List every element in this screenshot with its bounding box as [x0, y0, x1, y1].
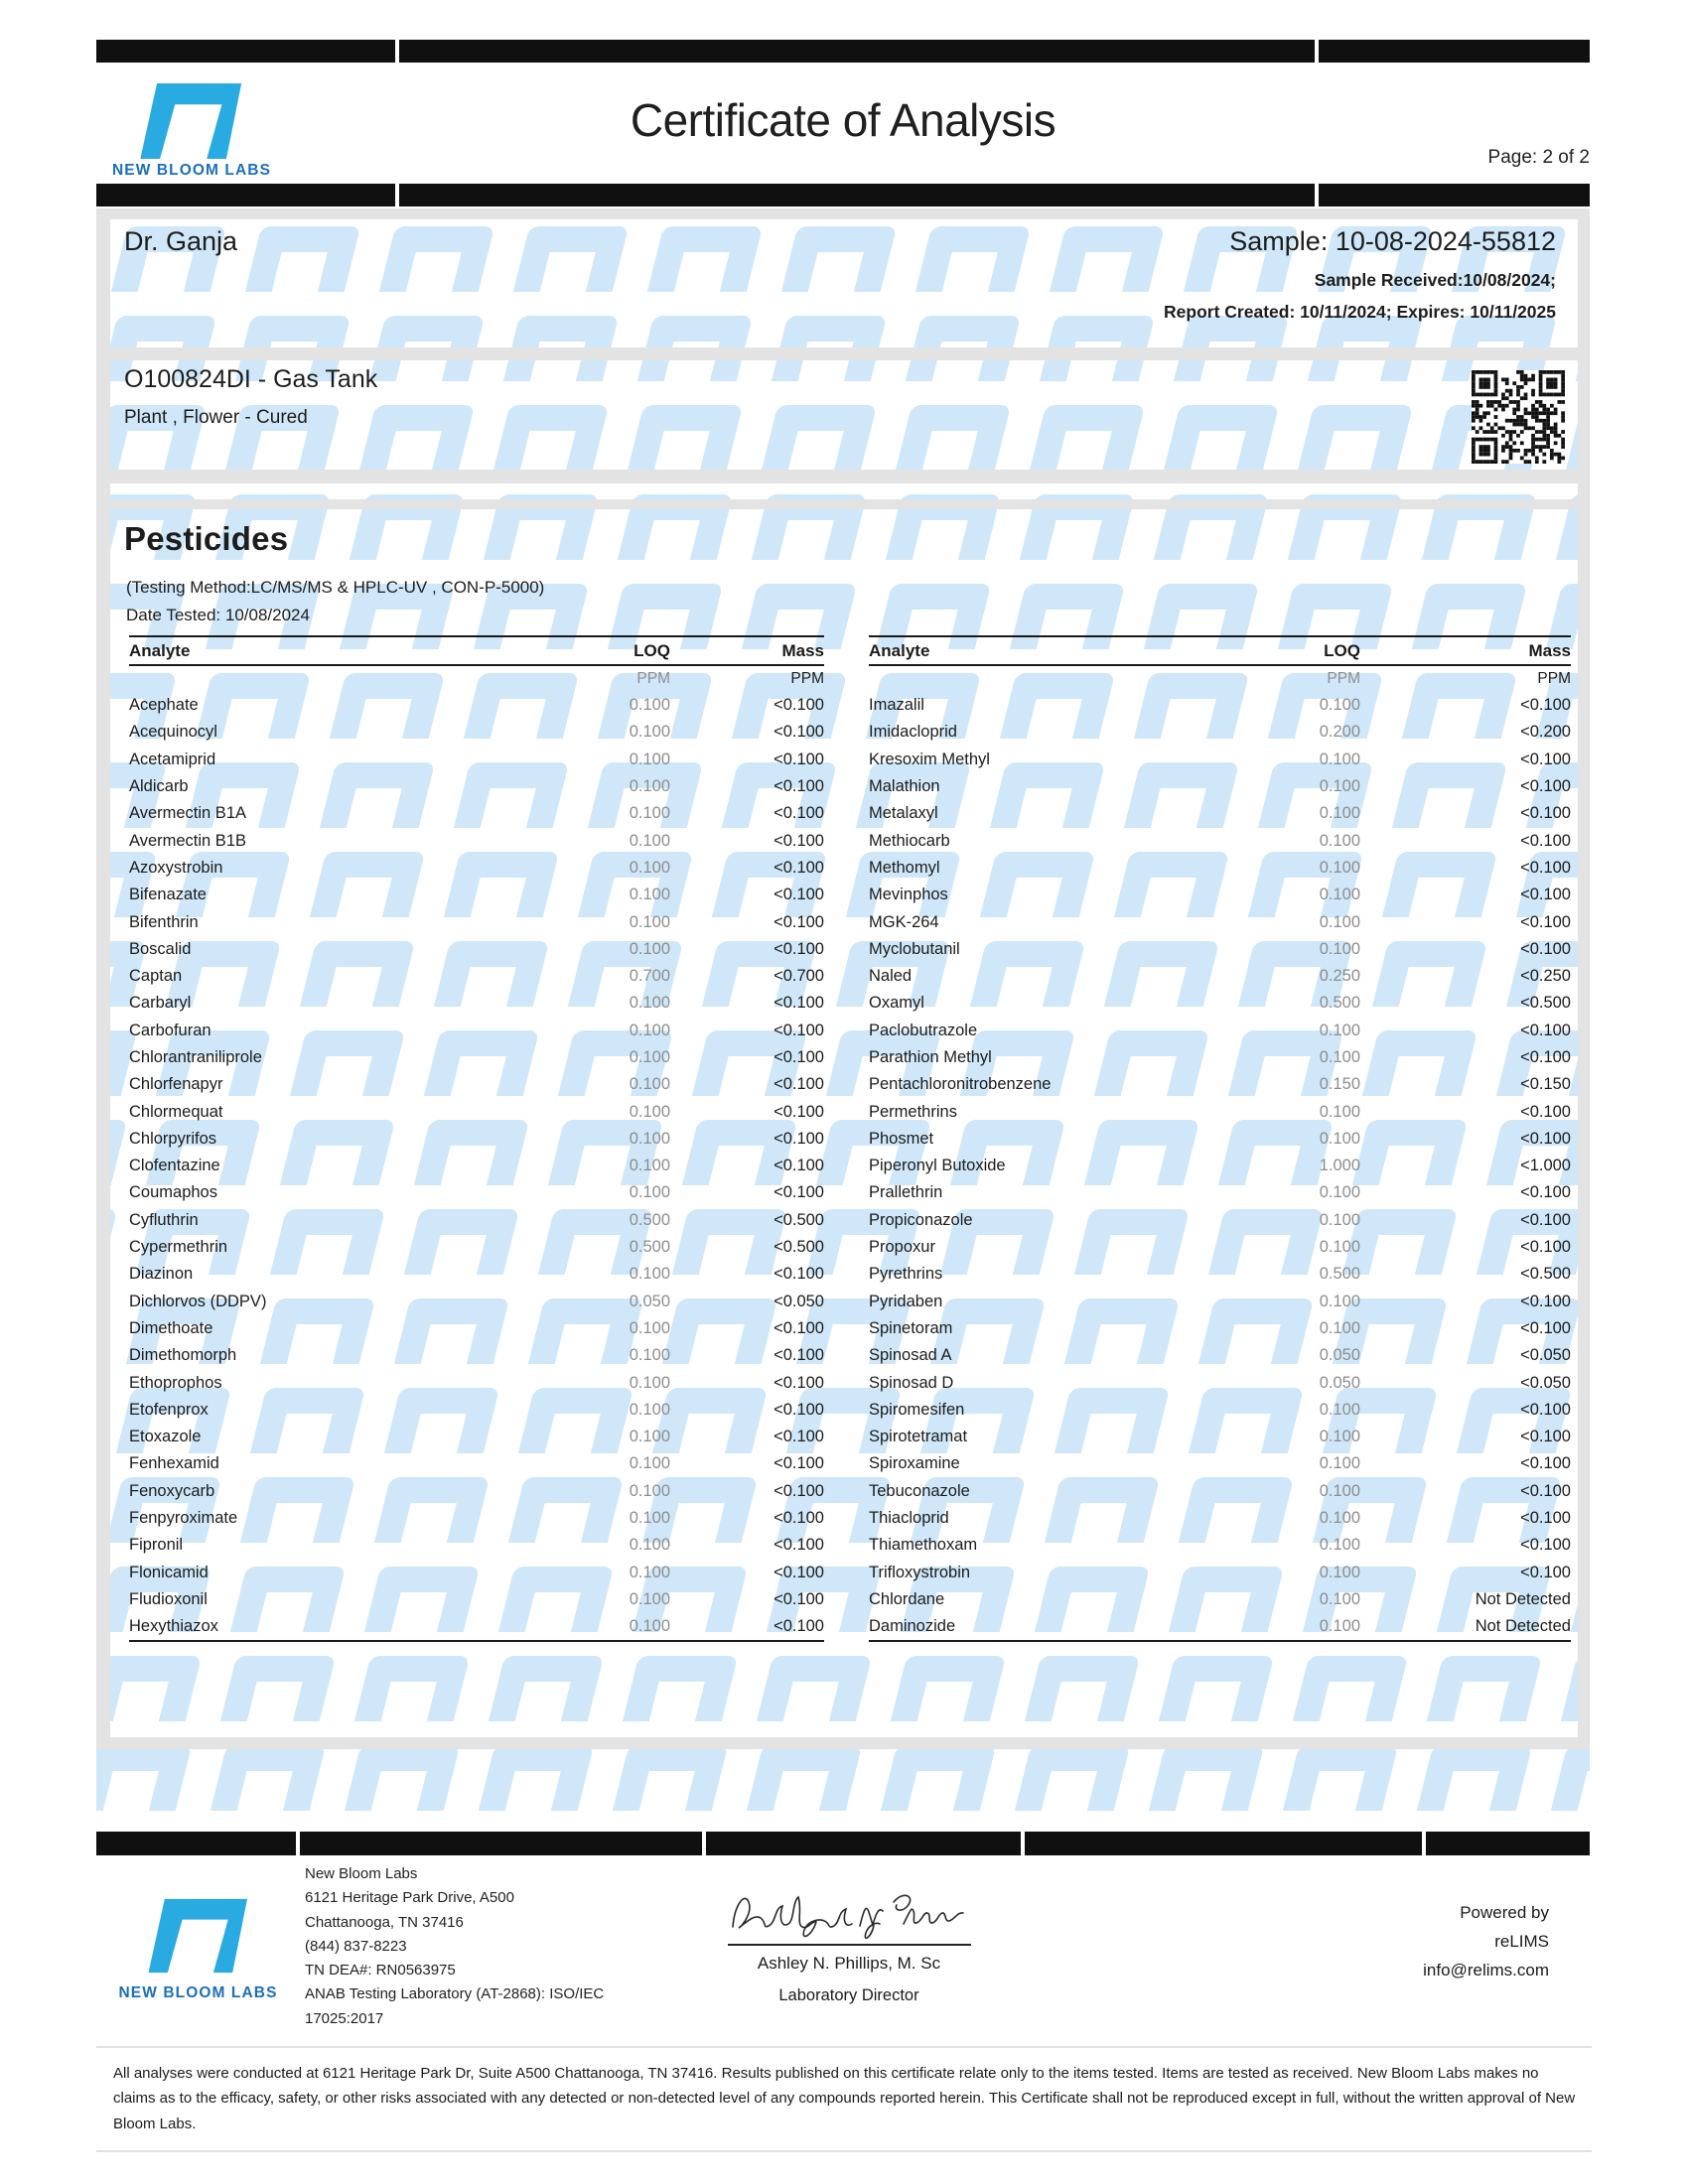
table-row: Parathion Methyl 0.100 <0.100	[869, 1048, 1571, 1066]
mass-unit: PPM	[790, 670, 824, 687]
frame-strip	[96, 499, 1590, 509]
lab-address-line: Chattanooga, TN 37416	[305, 1913, 464, 1931]
table-row: Chlorpyrifos 0.100 <0.100	[129, 1129, 824, 1148]
table-row: Pyrethrins 0.500 <0.500	[869, 1265, 1571, 1284]
table-row: Phosmet 0.100 <0.100	[869, 1129, 1571, 1148]
table-row: Acetamiprid 0.100 <0.100	[129, 750, 824, 768]
table-row: Malathion 0.100 <0.100	[869, 777, 1571, 796]
table-row: Spirotetramat 0.100 <0.100	[869, 1428, 1571, 1446]
table-row: Dichlorvos (DDPV) 0.050 <0.050	[129, 1292, 824, 1310]
page-title: Certificate of Analysis	[630, 94, 1056, 146]
client-name: Dr. Ganja	[124, 226, 238, 256]
report-created: Report Created: 10/11/2024; Expires: 10/11/2025	[1164, 302, 1556, 322]
qr-code	[1472, 370, 1565, 464]
loq-unit: PPM	[636, 670, 670, 687]
table-rows	[869, 692, 1571, 1640]
frame-strip	[1578, 208, 1590, 1749]
table-row: Pentachloronitrobenzene 0.150 <0.150	[869, 1075, 1571, 1094]
frame-strip	[96, 208, 1590, 219]
table-row: Mevinphos 0.100 <0.100	[869, 886, 1571, 904]
table-row: Fenoxycarb 0.100 <0.100	[129, 1481, 824, 1500]
sample-received: Sample Received:10/08/2024;	[1314, 270, 1556, 290]
table-row: Dimethoate 0.100 <0.100	[129, 1318, 824, 1337]
analyte-header: Analyte	[129, 640, 191, 660]
table-row: Avermectin B1A 0.100 <0.100	[129, 804, 824, 823]
unit-row	[869, 666, 1571, 692]
table-row: Naled 0.250 <0.250	[869, 967, 1571, 986]
frame-strip	[96, 470, 1590, 483]
mass-header: Mass	[781, 640, 824, 660]
table-row: Thiacloprid 0.100 <0.100	[869, 1509, 1571, 1528]
header-logo-wordmark: NEW BLOOM LABS	[111, 162, 272, 179]
top-divider-bar	[96, 40, 1590, 63]
footer-logo-icon	[147, 1891, 250, 1980]
table-row: Avermectin B1B 0.100 <0.100	[129, 831, 824, 850]
table-row: Propiconazole 0.100 <0.100	[869, 1210, 1571, 1229]
signatory-name: Ashley N. Phillips, M. Sc	[757, 1954, 941, 1973]
table-row: Cyfluthrin 0.500 <0.500	[129, 1210, 824, 1229]
table-row: Prallethrin 0.100 <0.100	[869, 1183, 1571, 1202]
frame-strip	[96, 208, 110, 1749]
table-row: Captan 0.700 <0.700	[129, 967, 824, 986]
loq-header: LOQ	[633, 640, 670, 660]
loq-unit: PPM	[1327, 670, 1360, 687]
table-row: Thiamethoxam 0.100 <0.100	[869, 1536, 1571, 1555]
table-row: Spiromesifen 0.100 <0.100	[869, 1400, 1571, 1419]
lab-address-line: TN DEA#: RN0563975	[305, 1962, 456, 1979]
footer-logo-wordmark: NEW BLOOM LABS	[118, 1984, 278, 2001]
table-row: Methomyl 0.100 <0.100	[869, 858, 1571, 877]
frame-strip	[96, 1737, 1590, 1749]
table-row: Aldicarb 0.100 <0.100	[129, 777, 824, 796]
table-row: Fenhexamid 0.100 <0.100	[129, 1454, 824, 1473]
table-rule	[869, 1640, 1571, 1642]
powered-by-line: Powered by	[1460, 1903, 1549, 1922]
page-number: Page: 2 of 2	[1487, 147, 1590, 168]
table-row: Cypermethrin 0.500 <0.500	[129, 1238, 824, 1257]
table-row: Tebuconazole 0.100 <0.100	[869, 1481, 1571, 1500]
table-row: Propoxur 0.100 <0.100	[869, 1238, 1571, 1257]
powered-by-line: info@relims.com	[1423, 1961, 1549, 1979]
disclaimer-rule	[96, 2150, 1592, 2152]
pesticides-table-left	[129, 635, 824, 1642]
table-row: Coumaphos 0.100 <0.100	[129, 1183, 824, 1202]
lab-address	[305, 1862, 604, 2031]
table-rule	[129, 1640, 824, 1642]
table-row: Metalaxyl 0.100 <0.100	[869, 804, 1571, 823]
table-row: Daminozide 0.100 Not Detected	[869, 1617, 1571, 1636]
disclaimer-text: All analyses were conducted at 6121 Heritage Park Dr, Suite A500 Chattanooga, TN 37416. Results published on this certificate relate only to the items tested. Items are tested as received. New Bloom Labs makes no claims as to the efficacy, safety, or other risks associated with any detected or non-detected level of any compounds reported herein. This Certificate shall not be reproduced except in full, without the written approval of New Bloom Labs.	[113, 2065, 1576, 2132]
table-row: Boscalid 0.100 <0.100	[129, 939, 824, 958]
table-row: Permethrins 0.100 <0.100	[869, 1102, 1571, 1121]
loq-header: LOQ	[1324, 640, 1360, 660]
powered-by-block	[1423, 1898, 1549, 1984]
mass-header: Mass	[1528, 640, 1571, 660]
lab-address-line: ANAB Testing Laboratory (AT-2868): ISO/IEC	[305, 1985, 605, 2003]
table-header	[869, 637, 1571, 664]
table-row: Flonicamid 0.100 <0.100	[129, 1563, 824, 1581]
signature-line	[728, 1944, 971, 1946]
section-title-pesticides: Pesticides	[124, 520, 289, 557]
lab-address-line: 6121 Heritage Park Drive, A500	[305, 1889, 514, 1907]
lab-address-line: 17025:2017	[305, 2009, 384, 2027]
table-row: Diazinon 0.100 <0.100	[129, 1265, 824, 1284]
pesticides-table-right	[869, 635, 1571, 1642]
table-row: Myclobutanil 0.100 <0.100	[869, 939, 1571, 958]
table-row: Azoxystrobin 0.100 <0.100	[129, 858, 824, 877]
table-row: Imazalil 0.100 <0.100	[869, 696, 1571, 715]
table-rows	[129, 692, 824, 1640]
analyte-header: Analyte	[869, 640, 930, 660]
unit-row	[129, 666, 824, 692]
item-type: Plant , Flower - Cured	[124, 407, 308, 428]
table-row: Carbofuran 0.100 <0.100	[129, 1021, 824, 1039]
table-row: Carbaryl 0.100 <0.100	[129, 994, 824, 1013]
table-row: Oxamyl 0.500 <0.500	[869, 994, 1571, 1013]
table-row: Spinosad A 0.050 <0.050	[869, 1346, 1571, 1365]
table-row: Kresoxim Methyl 0.100 <0.100	[869, 750, 1571, 768]
table-row: Etofenprox 0.100 <0.100	[129, 1400, 824, 1419]
table-row: Acequinocyl 0.100 <0.100	[129, 723, 824, 742]
footer-divider-bar	[96, 1832, 1590, 1855]
signature-block	[700, 1882, 998, 2005]
lab-address-line: New Bloom Labs	[305, 1865, 418, 1882]
table-row: Paclobutrazole 0.100 <0.100	[869, 1021, 1571, 1039]
table-row: Clofentazine 0.100 <0.100	[129, 1157, 824, 1175]
signatory-title: Laboratory Director	[778, 1986, 919, 2004]
testing-method: (Testing Method:LC/MS/MS & HPLC-UV , CON-P-5000)	[126, 578, 545, 597]
table-row: Bifenthrin 0.100 <0.100	[129, 912, 824, 931]
table-row: Spinetoram 0.100 <0.100	[869, 1318, 1571, 1337]
table-row: MGK-264 0.100 <0.100	[869, 912, 1571, 931]
table-row: Fenpyroximate 0.100 <0.100	[129, 1509, 824, 1528]
table-row: Chlordane 0.100 Not Detected	[869, 1589, 1571, 1608]
table-row: Chlorfenapyr 0.100 <0.100	[129, 1075, 824, 1094]
mass-unit: PPM	[1537, 670, 1571, 687]
table-row: Piperonyl Butoxide 1.000 <1.000	[869, 1157, 1571, 1175]
table-row: Fludioxonil 0.100 <0.100	[129, 1589, 824, 1608]
table-row: Pyridaben 0.100 <0.100	[869, 1292, 1571, 1310]
signature-image	[725, 1882, 973, 1942]
table-row: Spiroxamine 0.100 <0.100	[869, 1454, 1571, 1473]
table-row: Acephate 0.100 <0.100	[129, 696, 824, 715]
table-row: Chlormequat 0.100 <0.100	[129, 1102, 824, 1121]
table-row: Dimethomorph 0.100 <0.100	[129, 1346, 824, 1365]
table-header	[129, 637, 824, 664]
header-divider-bar	[96, 184, 1590, 206]
table-row: Imidacloprid 0.200 <0.200	[869, 723, 1571, 742]
frame-strip	[96, 347, 1590, 360]
table-row: Ethoprophos 0.100 <0.100	[129, 1373, 824, 1392]
table-row: Bifenazate 0.100 <0.100	[129, 886, 824, 904]
table-row: Trifloxystrobin 0.100 <0.100	[869, 1563, 1571, 1581]
table-row: Hexythiazox 0.100 <0.100	[129, 1617, 824, 1636]
lab-address-line: (844) 837-8223	[305, 1937, 407, 1955]
table-row: Spinosad D 0.050 <0.050	[869, 1373, 1571, 1392]
document-body	[96, 208, 1590, 1827]
table-row: Methiocarb 0.100 <0.100	[869, 831, 1571, 850]
disclaimer-rule	[96, 2046, 1592, 2048]
powered-by-line: reLIMS	[1494, 1932, 1549, 1951]
date-tested: Date Tested: 10/08/2024	[126, 606, 310, 624]
table-row: Etoxazole 0.100 <0.100	[129, 1428, 824, 1446]
sample-id: Sample: 10-08-2024-55812	[1229, 226, 1556, 256]
table-row: Chlorantraniliprole 0.100 <0.100	[129, 1048, 824, 1066]
item-id: O100824DI - Gas Tank	[124, 365, 378, 393]
table-row: Fipronil 0.100 <0.100	[129, 1536, 824, 1555]
